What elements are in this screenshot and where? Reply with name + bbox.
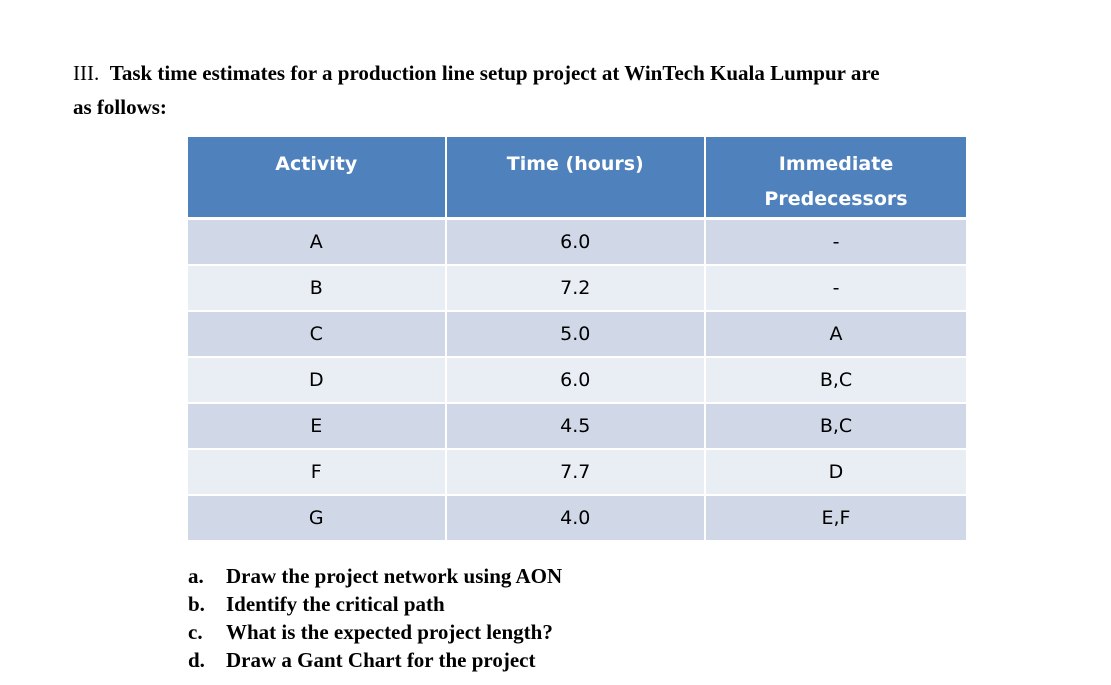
table-row: [188, 219, 966, 266]
time-cell: 5.0: [446, 311, 705, 357]
question-heading: [73, 56, 1073, 124]
list-item-text: Draw a Gant Chart for the project: [226, 648, 536, 672]
predecessor-cell: D: [705, 449, 966, 495]
time-cell: 6.0: [446, 219, 705, 266]
list-item: [188, 590, 562, 618]
table-row: [188, 357, 966, 403]
question-number: III.: [73, 61, 100, 85]
question-text-line1: Task time estimates for a production line setup project at WinTech Kuala Lumpur are: [109, 61, 880, 85]
predecessor-cell: -: [705, 219, 966, 266]
list-marker: c.: [188, 620, 203, 644]
table-row: [188, 311, 966, 357]
list-item-text: Identify the critical path: [226, 592, 445, 616]
list-marker: a.: [188, 564, 204, 588]
list-item-text: Draw the project network using AON: [226, 564, 563, 588]
table-row: [188, 449, 966, 495]
list-item: [188, 618, 562, 646]
task-time-table: [188, 137, 966, 542]
table-row: [188, 265, 966, 311]
predecessor-cell: B,C: [705, 403, 966, 449]
header-activity: Activity: [188, 137, 446, 219]
header-time: Time (hours): [446, 137, 705, 219]
table-header-row: [188, 137, 966, 219]
question-list: [188, 562, 562, 674]
time-cell: 7.2: [446, 265, 705, 311]
predecessor-cell: B,C: [705, 357, 966, 403]
activity-cell: C: [188, 311, 446, 357]
time-cell: 7.7: [446, 449, 705, 495]
list-item-text: What is the expected project length?: [226, 620, 553, 644]
predecessor-cell: A: [705, 311, 966, 357]
list-item: [188, 646, 562, 674]
list-item: [188, 562, 562, 590]
activity-cell: G: [188, 495, 446, 541]
header-predecessors: Immediate Predecessors: [705, 137, 966, 219]
predecessor-cell: E,F: [705, 495, 966, 541]
time-cell: 4.0: [446, 495, 705, 541]
question-text-line2: as follows:: [73, 95, 167, 119]
time-cell: 6.0: [446, 357, 705, 403]
activity-cell: F: [188, 449, 446, 495]
activity-cell: E: [188, 403, 446, 449]
activity-cell: A: [188, 219, 446, 266]
activity-cell: B: [188, 265, 446, 311]
list-marker: d.: [188, 648, 205, 672]
table-row: [188, 403, 966, 449]
table-row: [188, 495, 966, 541]
list-marker: b.: [188, 592, 205, 616]
predecessor-cell: -: [705, 265, 966, 311]
time-cell: 4.5: [446, 403, 705, 449]
activity-cell: D: [188, 357, 446, 403]
